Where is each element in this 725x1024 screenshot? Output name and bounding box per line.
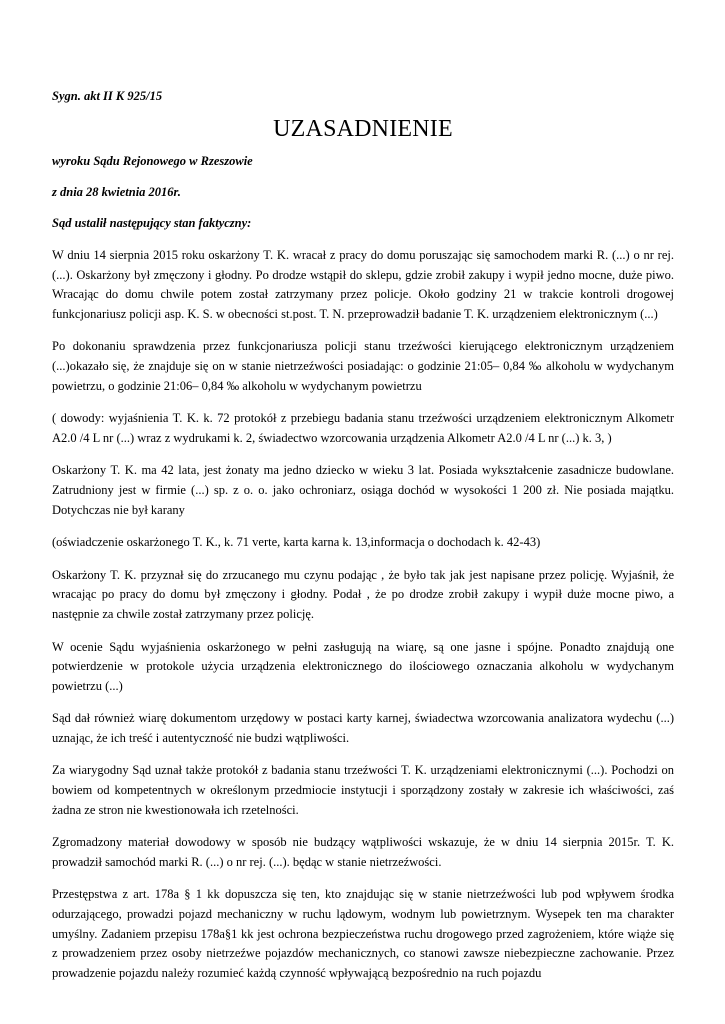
paragraph-4: Oskarżony T. K. przyznał się do zrzucanego mu czynu podając , że było tak jak jest napisane przez policję. Wyjaśnił, że wracając po pracy do domu był zmęczony i głodny. Podał , że po drodze zrobił zakupy i wypił duże mocne piwo, a następnie za chwile został zatrzymany przez policję. — [52, 567, 674, 621]
paragraph-9: Przestępstwa z art. 178a § 1 kk dopuszcza się ten, kto znajdując się w stanie nietrzeźwości lub pod wpływem środka odurzającego, prowadzi pojazd mechaniczny w ruchu lądowym, wodnym lub powietrznym. Wysepek ten ma charakter umyślny. Zadaniem przepisu 178a§1 kk jest ochrona bezpieczeństwa ruchu drogowego przed zagrożeniem, które wiąże się z prowadzeniem przez osoby nietrzeźwe pojazdów mechanicznych, co stanowi zawsze niebezpieczne zachowanie. Przez prowadzenie pojazdu należy rozumieć każdą czynność wpływającą bezpośrednio na ruch pojazdu — [52, 887, 674, 980]
paragraph-8: Zgromadzony materiał dowodowy w sposób nie budzący wątpliwości wskazuje, że w dniu 14 sierpnia 2015r. T. K. prowadził samochód marki R. (...) o nr rej. (...). będąc w stanie nietrzeźwości. — [52, 835, 674, 869]
paragraph-1: W dniu 14 sierpnia 2015 roku oskarżony T. K. wracał z pracy do domu poruszając się samochodem marki R. (...) o nr rej. (...). Oskarżony był zmęczony i głodny. Po drodze wstąpił do sklepu, gdzie zrobił zakupy i wypił jedno mocne, duże piwo. Wracając do domu chwile potem został zatrzymany przez policje. Około godziny 21 w trakcie kontroli drogowej funkcjonariusz policji asp. K. S. w obecności st.post. T. N. przeprowadził badanie T. K. urządzeniem elektronicznym (...) — [52, 248, 674, 321]
section-heading: Sąd ustalił następujący stan faktyczny: — [52, 216, 252, 230]
paragraph-evidence-1: ( dowody: wyjaśnienia T. K. k. 72 protokół z przebiegu badania stanu trzeźwości urządzeniem elektronicznym Alkometr A2.0 /4 L nr (...) wraz z wydrukami k. 2, świadectwo wzorcowania urządzenia Alkometr A2.0 /4 L nr (...) k. 3, ) — [52, 411, 674, 445]
document-page — [52, 88, 674, 983]
judgment-subtitle: wyroku Sądu Rejonowego w Rzeszowie — [52, 154, 253, 168]
paragraph-evidence-2: (oświadczenie oskarżonego T. K., k. 71 verte, karta karna k. 13,informacja o dochodach k. 42-43) — [52, 535, 541, 550]
paragraph-2: Po dokonaniu sprawdzenia przez funkcjonariusza policji stanu trzeźwości kierującego elektronicznym urządzeniem (...)okazało się, że znajduje się on w stanie nietrzeźwości posiadając: o godzinie 21:05– 0,84 ‰ alkoholu w wydychanym powietrzu, o godzinie 21:06– 0,84 ‰ alkoholu w wydychanym powietrzu — [52, 339, 674, 393]
judgment-date: z dnia 28 kwietnia 2016r. — [52, 185, 181, 199]
case-signature: Sygn. akt II K 925/15 — [52, 89, 163, 103]
paragraph-5: W ocenie Sądu wyjaśnienia oskarżonego w pełni zasługują na wiarę, są one jasne i spójne. Ponadto znajdują one potwierdzenie w protokole użycia urządzenia elektronicznego do ilościowego oznaczania alkoholu w wydychanym powietrzu (...) — [52, 639, 674, 693]
paragraph-7: Za wiarygodny Sąd uznał także protokół z badania stanu trzeźwości T. K. urządzeniami elektronicznymi (...). Pochodzi on bowiem od kompetentnych w określonym przedmiocie instytucji i sporządzony zostały w zakresie ich właściwości, zaś żadna ze stron nie kwestionowała ich rzetelności. — [52, 763, 674, 817]
paragraph-3: Oskarżony T. K. ma 42 lata, jest żonaty ma jedno dziecko w wieku 3 lat. Posiada wykształcenie zasadnicze budowlane. Zatrudniony jest w firmie (...) sp. z o. o. jako ochroniarz, osiąga dochód w wysokości 1 200 zł. Nie posiada majątku. Dotychczas nie był karany — [52, 463, 674, 517]
paragraph-6: Sąd dał również wiarę dokumentom urzędowy w postaci karty karnej, świadectwa wzorcowania analizatora wydechu (...) uznając, że ich treść i autentyczność nie budzi wątpliwości. — [52, 711, 674, 745]
document-title: UZASADNIENIE — [273, 116, 453, 142]
